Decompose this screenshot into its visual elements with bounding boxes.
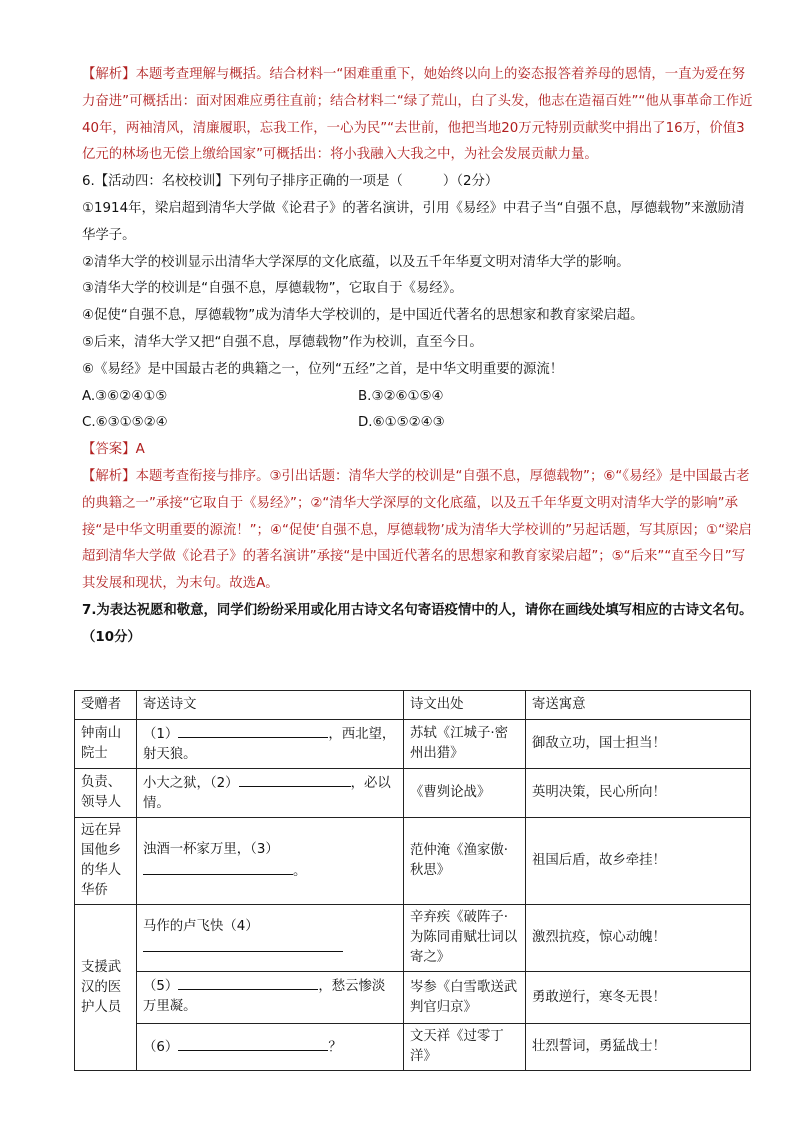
fill-blank-3[interactable] [143, 860, 293, 875]
table-row [75, 769, 751, 818]
meaning-cell: 英明决策，民心所向！ [526, 769, 751, 818]
question-6-analysis [82, 464, 754, 598]
poem-cell [137, 905, 404, 972]
source-cell: 辛弃疾《破阵子·为陈同甫赋壮词以寄之》 [404, 905, 526, 972]
poem-table [74, 690, 751, 1071]
fill-blank-6[interactable] [178, 1036, 328, 1051]
option-b: B.③②⑥①⑤④ [358, 388, 444, 404]
fill-blank-2[interactable] [239, 772, 351, 787]
question-6-stem [82, 169, 754, 196]
source-cell: 《曹刿论战》 [404, 769, 526, 818]
poem-text: ，愁云惨淡万里凝。 [143, 979, 386, 1014]
table-row [75, 720, 751, 769]
recipient-cell: 远在异国他乡的华人华侨 [75, 818, 137, 905]
poem-text: （6） [143, 1040, 179, 1055]
source-cell: 范仲淹《渔家傲·秋思》 [404, 818, 526, 905]
option-c: C.⑥③①⑤②④ [82, 415, 168, 431]
sentence-4: ④促使“自强不息，厚德载物”成为清华大学校训的，是中国近代著名的思想家和教育家梁启超。 [82, 308, 644, 324]
header-meaning: 寄送寓意 [526, 691, 751, 720]
poem-cell [137, 1024, 404, 1071]
analysis-paragraph [82, 62, 754, 169]
fill-blank-1[interactable] [178, 723, 328, 738]
recipient-cell: 负责、领导人 [75, 769, 137, 818]
meaning-cell: 御敌立功，国士担当！ [526, 720, 751, 769]
activity-tag: 【活动四：名校校训】 [94, 174, 229, 190]
meaning-cell: 祖国后盾，故乡牵挂！ [526, 818, 751, 905]
recipient-cell: 支援武汉的医护人员 [75, 905, 137, 1071]
sentence-2: ②清华大学的校训显示出清华大学深厚的文化底蕴，以及五千年华夏文明对清华大学的影响。 [82, 254, 630, 270]
sentence-1: ①1914年，梁启超到清华大学做《论君子》的著名演讲，引用《易经》中君子当“自强不息，厚德载物”来激励清华学子。 [82, 200, 745, 243]
poem-text: 。 [293, 864, 307, 879]
poem-text: （5） [143, 979, 179, 994]
poem-text: ，西北望，射天狼。 [143, 727, 396, 762]
poem-text: 浊酒一杯家万里，（3） [143, 842, 279, 857]
poem-text: ，必以情。 [143, 776, 391, 811]
option-a: A.③⑥②④①⑤ [82, 388, 168, 404]
header-recipient: 受赠者 [75, 691, 137, 720]
answer-tag: 【答案】 [82, 442, 136, 458]
question-7-stem: 7.为表达祝愿和敬意，同学们纷纷采用或化用古诗文名句寄语疫情中的人，请你在画线处填写相应的古诗文名句。（10分） [82, 602, 753, 645]
table-row [75, 905, 751, 972]
poem-cell [137, 720, 404, 769]
poem-text: ？ [328, 1040, 342, 1055]
table-header-row [75, 691, 751, 720]
recipient-cell: 钟南山院士 [75, 720, 137, 769]
sentence-3: ③清华大学的校训是“自强不息，厚德载物”，它取自于《易经》。 [82, 281, 463, 297]
header-poem: 寄送诗文 [137, 691, 404, 720]
option-d: D.⑥①⑤②④③ [358, 415, 445, 431]
analysis-text: 本题考查理解与概括。结合材料一“困难重重下，她始终以向上的姿态报答着养母的恩情，一直为爱在努力奋进”可概括出：面对困难应勇往直前；结合材料二“绿了荒山，白了头发，他志在造福百姓”“他从事革命工作近40年，两袖清风，清廉履职，忘我工作，一心为民”“去世前，他把当地20万元特别贡献奖中捐出了16万，价值3亿元的林场也无偿上缴给国家”可概括出：将小我融入大我之中，为社会发展贡献力量。 [82, 67, 753, 163]
poem-cell [137, 818, 404, 905]
options-row-2 [82, 410, 754, 437]
header-source: 诗文出处 [404, 691, 526, 720]
question-text: 下列句子排序正确的一项是（ ）（2分） [228, 174, 499, 190]
sentence-5: ⑤后来，清华大学又把“自强不息，厚德载物”作为校训，直至今日。 [82, 334, 483, 350]
poem-cell [137, 769, 404, 818]
source-cell: 苏轼《江城子·密州出猎》 [404, 720, 526, 769]
table-row [75, 972, 751, 1024]
poem-cell [137, 972, 404, 1024]
poem-text: （1） [143, 727, 179, 742]
question-number: 6. [82, 174, 95, 190]
fill-blank-4[interactable] [143, 937, 343, 952]
table-row [75, 1024, 751, 1071]
answer-line [82, 437, 754, 464]
poem-text: 小大之狱，（2） [143, 776, 239, 791]
options-row-1 [82, 384, 754, 411]
answer-value: A [135, 442, 145, 458]
analysis-tag: 【解析】 [82, 67, 136, 82]
analysis-text: 本题考查衔接与排序。③引出话题：清华大学的校训是“自强不息，厚德载物”；⑥“《易经》是中国最古老的典籍之一”承接“它取自于《易经》”；②“清华大学深厚的文化底蕴，以及五千年华夏文明对清华大学的影响”承接“是中华文明重要的源流！”；④“促使‘自强不息，厚德载物’成为清华大学校训的”另起话题，写其原因；①“梁启超到清华大学做《论君子》的著名演讲”承接“是中国近代著名的思想家和教育家梁启超”；⑤“后来”“直至今日”写其发展和现状，为末句。故选A。 [82, 468, 752, 592]
meaning-cell: 壮烈誓词，勇猛战士！ [526, 1024, 751, 1071]
source-cell: 岑参《白雪歌送武判官归京》 [404, 972, 526, 1024]
source-cell: 文天祥《过零丁洋》 [404, 1024, 526, 1071]
analysis-tag: 【解析】 [82, 468, 136, 484]
fill-blank-5[interactable] [178, 975, 318, 990]
sentence-6: ⑥《易经》是中国最古老的典籍之一，位列“五经”之首，是中华文明重要的源流！ [82, 361, 564, 377]
meaning-cell: 激烈抗疫，惊心动魄！ [526, 905, 751, 972]
document-page [82, 62, 754, 652]
table-row [75, 818, 751, 905]
meaning-cell: 勇敢逆行，寒冬无畏！ [526, 972, 751, 1024]
poem-text: 马作的卢飞快（4） [143, 919, 259, 934]
